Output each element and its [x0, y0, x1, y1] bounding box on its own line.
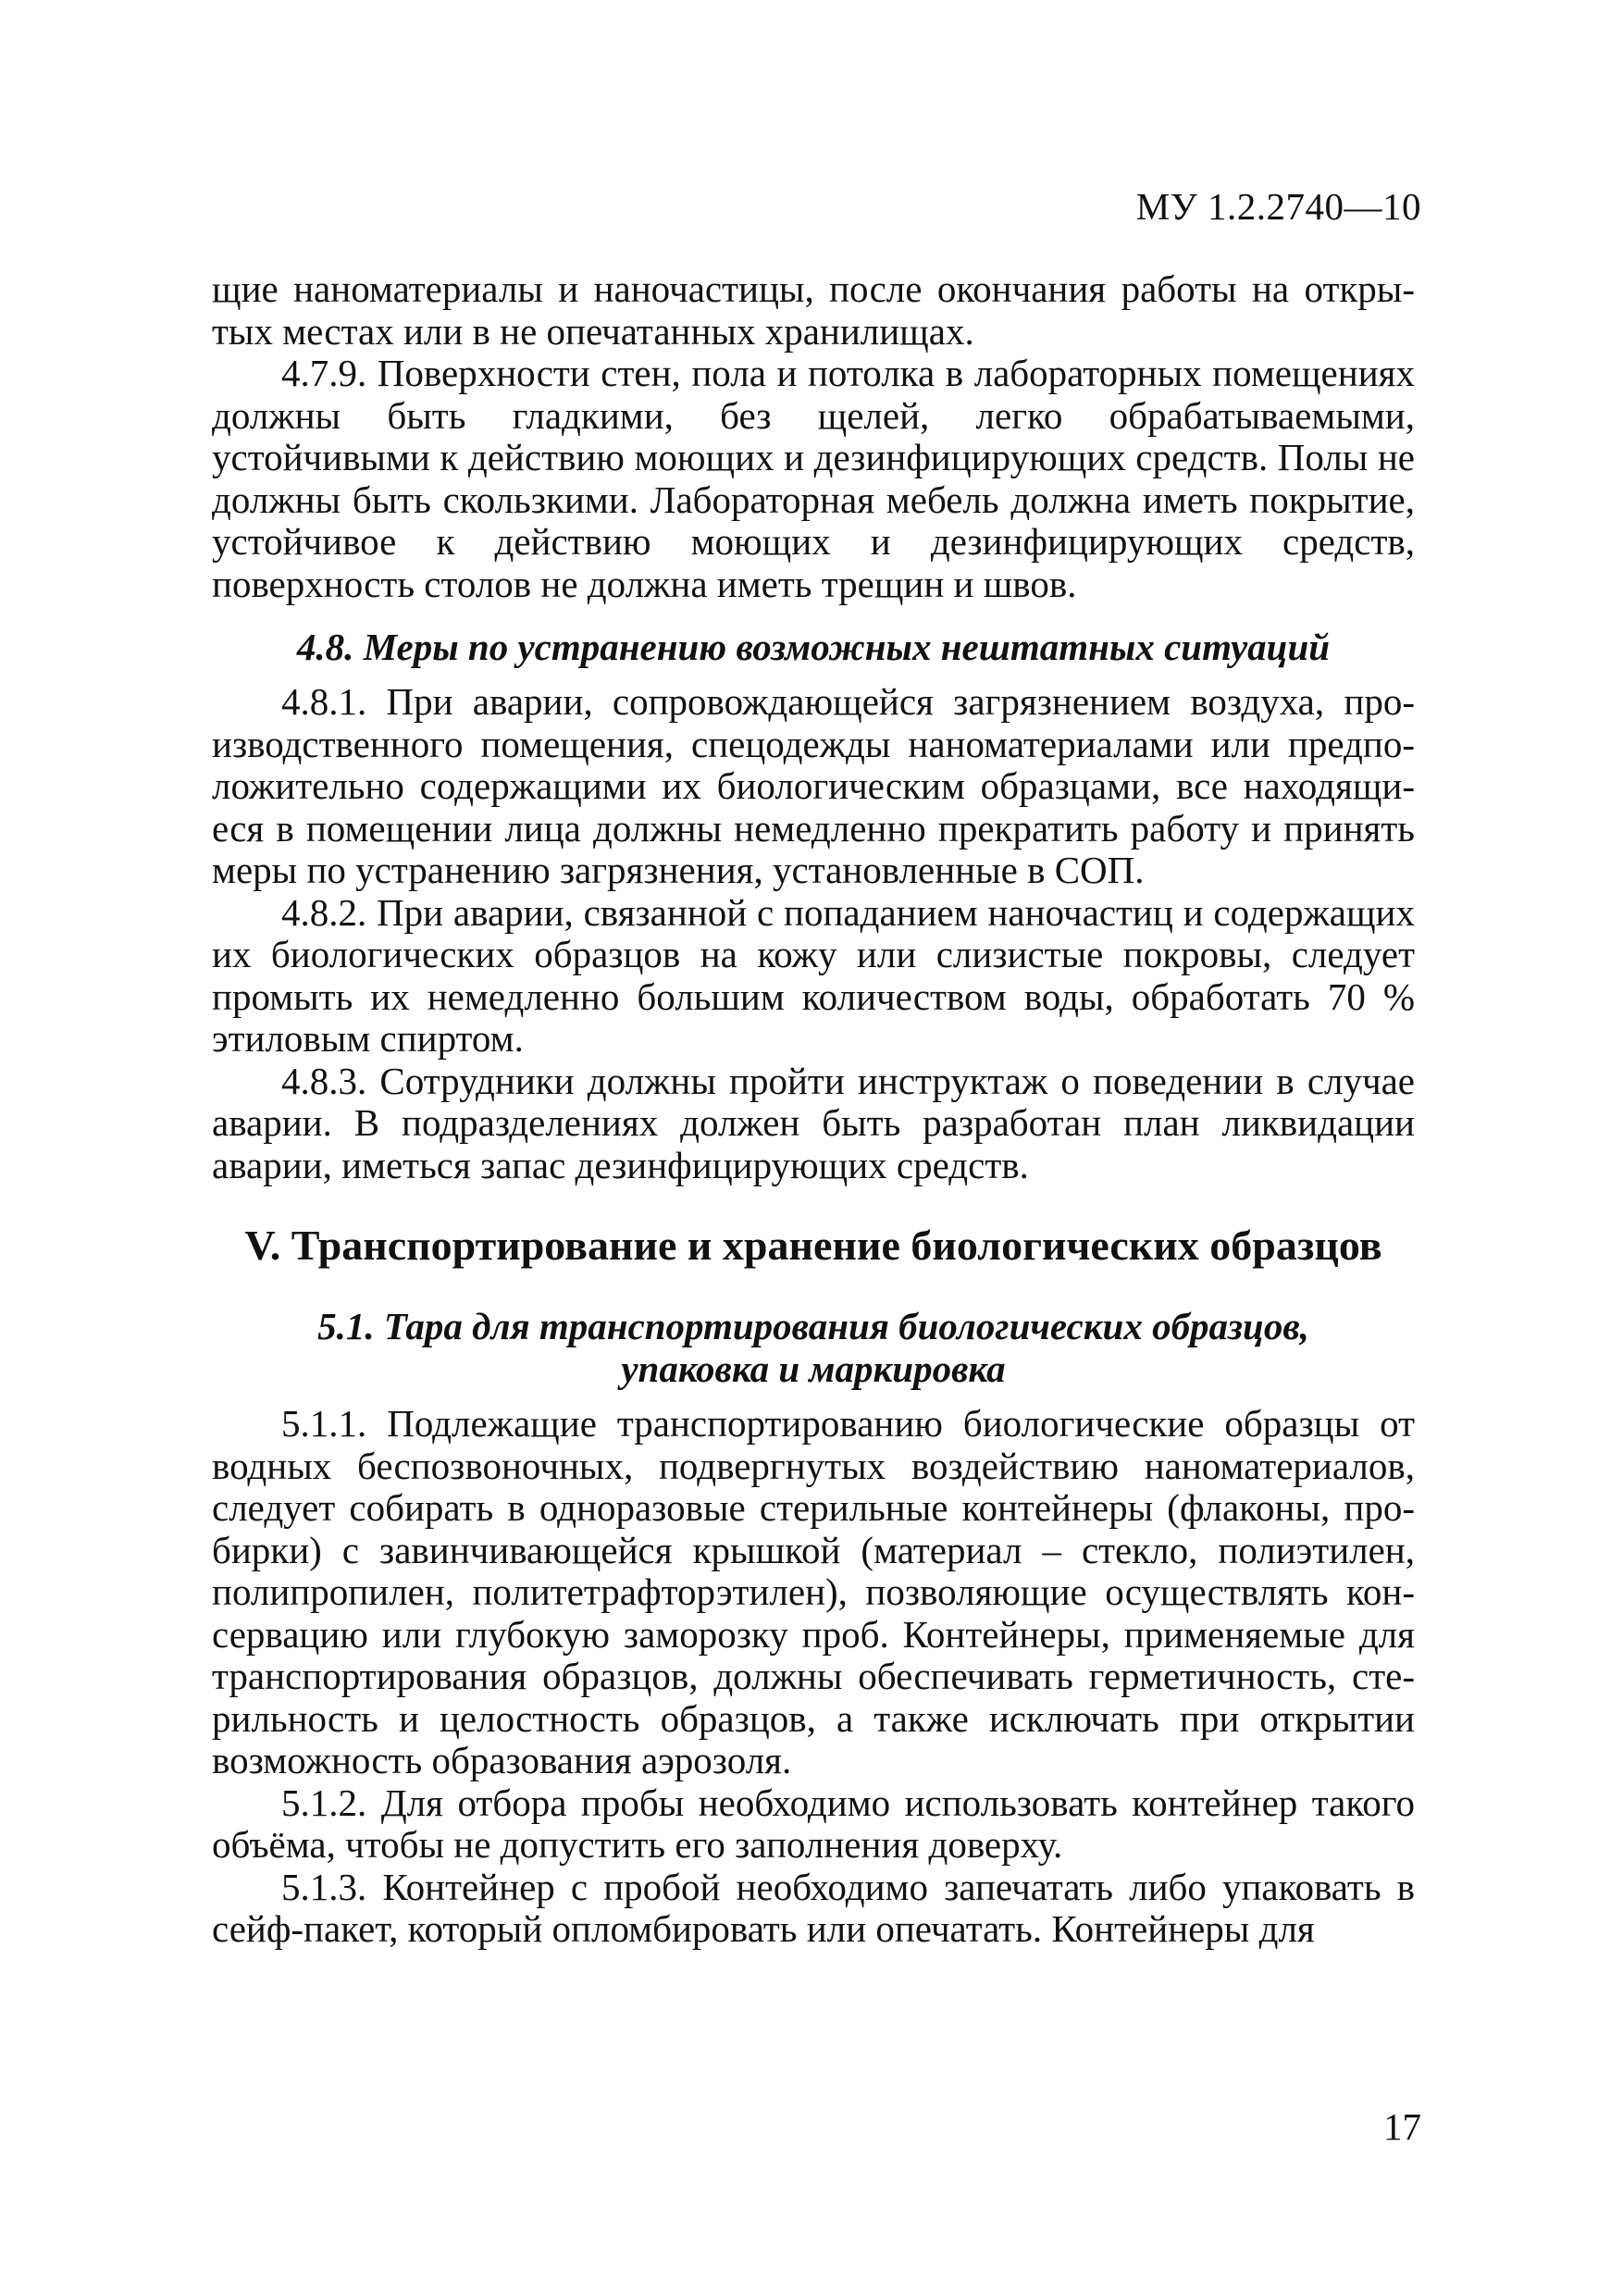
subheading-5-1 [212, 1305, 1415, 1390]
paragraph-5-1-2: 5.1.2. Для отбора пробы необходимо использовать контейнер такого объёма, чтобы не допустить его заполнения доверху. [212, 1781, 1415, 1866]
page-body [212, 268, 1415, 1951]
subheading-5-1-line2: упаковка и маркировка [621, 1347, 1006, 1390]
running-head-document-code: МУ 1.2.2740—10 [1135, 185, 1421, 228]
paragraph-4-8-1: 4.8.1. При аварии, сопровождающейся загрязнением воздуха, производственного помещения, спецодежды наноматериалами или предположительно содержащими их биологическим образцами, все находящиеся в помещении лица должны немедленно прекратить работу и принять меры по устранению загрязнения, установленные в СОП. [212, 680, 1415, 891]
paragraph-continuation: щие наноматериалы и наночастицы, после окончания работы на открытых местах или в не опечатанных хранилищах. [212, 267, 1415, 353]
paragraph-5-1-1: 5.1.1. Подлежащие транспортированию биологические образцы от водных беспозвоночных, подвергнутых воздействию наноматериалов, следует собирать в одноразовые стерильные контейнеры (флаконы, пробирки) с завинчивающейся крышкой (материал – стекло, полиэтилен, полипропилен, политетрафторэтилен), позволяющие осуществлять консервацию или глубокую заморозку проб. Контейнеры, применяемые для транспортирования образцов, должны обеспечивать герметичность, стерильность и целостность образцов, а также исключать при открытии возможность образования аэрозоля. [212, 1402, 1415, 1781]
subheading-5-1-line1: 5.1. Тара для транспортирования биологических образцов, [317, 1305, 1309, 1347]
paragraph-4-8-3: 4.8.3. Сотрудники должны пройти инструктаж о поведении в случае аварии. В подразделениях должен быть разработан план ликвидации аварии, иметься запас дезинфицирующих средств. [212, 1059, 1415, 1186]
paragraph-5-1-3: 5.1.3. Контейнер с пробой необходимо запечатать либо упаковать в сейф-пакет, который опломбировать или опечатать. Контейнеры для [212, 1865, 1415, 1950]
paragraph-4-8-2: 4.8.2. При аварии, связанной с попаданием наночастиц и содержащих их биологических образцов на кожу или слизистые покровы, следует промыть их немедленно большим количеством воды, обработать 70 % этиловым спиртом. [212, 890, 1415, 1060]
subheading-4-8: 4.8. Меры по устранению возможных нештатных ситуаций [296, 626, 1331, 668]
paragraph-4-7-9: 4.7.9. Поверхности стен, пола и потолка в лабораторных помещениях должны быть гладкими, без щелей, легко обрабатываемыми, устойчивыми к действию моющих и дезинфицирующих средств. Полы не должны быть скользкими. Лабораторная мебель должна иметь покрытие, устойчивое к действию моющих и дезинфицирующих средств, поверхность столов не должна иметь трещин и швов. [212, 352, 1415, 605]
section-heading-V: V. Транспортирование и хранение биологических образцов [244, 1222, 1382, 1269]
page-number: 17 [1383, 2105, 1421, 2148]
